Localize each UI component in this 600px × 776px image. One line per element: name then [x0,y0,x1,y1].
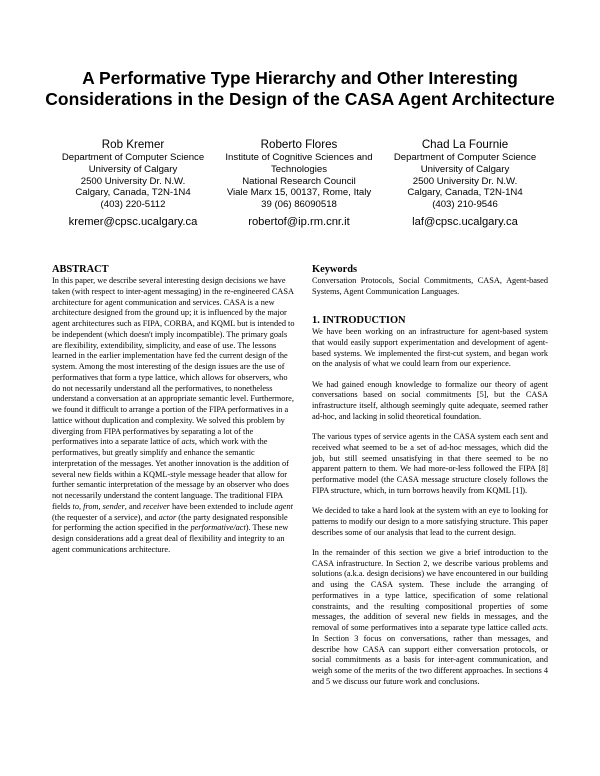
author-3 [385,138,545,229]
author-name: Chad La Fournie [421,138,509,151]
intro-paragraph-2: We had gained enough knowledge to formalize our theory of agent conversations based on social commitments [5], but the CASA infrastructure itself, although seemingly quite adequate, seemed rather ad-hoc, and lacking in solid theoretical foundation. [312,379,548,421]
paper-title: A Performative Type Hierarchy and Other Interesting Considerations in the Design of the CASA Agent Architecture [45,68,555,109]
author-address: 2500 University Dr. N.W. [412,175,518,187]
keywords-text: Conversation Protocols, Social Commitments, CASA, Agent-based Systems, Agent Communication Languages. [312,276,548,296]
intro-paragraph-1: We have been working on an infrastructure for agent-based system that would easily support experimentation and development of agent-based systems. We implemented the first-cut system, and began work on the analysis of what we could learn from our experience. [312,327,548,369]
author-block [55,138,545,229]
author-phone: (403) 220-5112 [100,199,166,211]
author-affiliation: Institute of Cognitive Sciences and Technologies [225,152,373,175]
author-affiliation: National Research Council [242,175,356,187]
author-name: Rob Kremer [101,138,165,151]
author-email: kremer@cpsc.ucalgary.ca [68,215,198,228]
author-affiliation: University of Calgary [420,163,510,175]
keywords-heading: Keywords [312,264,358,275]
intro-paragraph-5: In the remainder of this section we give a brief introduction to the CASA infrastructure. In Section 2, we describe various problems and solutions (a.k.a. design decisions) we have encountered in our building and using the CASA system. These include the arranging of performatives in a type lattice, specification of some relational constraints, and the resulting compositional properties of some messages, the addition of several new fields in messages, and the removal of some performatives into a separate type lattice called acts. In Section 3 focus on conversations, rather than messages, and describe how CASA can support either conversation protocols, or social commitments as a basis for inter-agent communication, and weigh some of the merits of the two different approaches. In sections 4 and 5 we discuss our future work and conclusions. [312,547,548,686]
author-phone: 39 (06) 86090518 [261,199,337,211]
author-address: Viale Marx 15, 00137, Rome, Italy [226,187,372,199]
left-column [52,263,296,556]
author-1 [53,138,213,229]
author-email: laf@cpsc.ucalgary.ca [412,215,518,228]
intro-paragraph-4: We decided to take a hard look at the system with an eye to looking for patterns to modify our design to a more satisfying structure. This paper describes some of our analysis that lead to the current design. [312,506,548,537]
right-column [312,263,548,697]
author-name: Roberto Flores [260,138,338,151]
author-email: robertof@ip.rm.cnr.it [248,215,350,228]
author-address: Calgary, Canada, T2N-1N4 [407,187,523,199]
introduction-heading: 1. INTRODUCTION [312,315,406,326]
abstract-text: In this paper, we describe several interesting design decisions we have taken (with respect to inter-agent messaging) in the re-engineered CASA architecture for agent communication and services. CASA is a new architecture designed from the ground up; it is influenced by the major agent architectures such as FIPA, CORBA, and KQML but is intended to be independent (which doesn't imply incompatible). The primary goals are flexibility, extendibility, simplicity, and ease of use. The lessons learned in the earlier implementation have fed the current design of the system. Among the most interesting of the design issues are the use of performatives that form a type lattice, which allows for observers, who do not necessarily understand all the performatives, to nonetheless understand a conversation at an appropriate semantic level. Furthermore, we found it difficult to arrange a portion of the FIPA performatives in a lattice without duplication and complexity. We solved this problem by diverging from FIPA performatives by separating a lot of the performatives into a separate lattice of acts, which work with the performatives, but greatly simplify and enhance the semantic interpretation of the messages. Yet another innovation is the addition of several new fields within a KQML-style message header that allow for further semantic interpretation of the message by an observer who does not necessarily understand the content language. The traditional FIPA fields to, from, sender, and receiver have been extended to include agent (the requester of a service), and actor (the party designated responsible for performing the action specified in the performative/act). These new design considerations add a great deal of flexibility and integrity to an agent communications architecture. [52,276,295,554]
author-address: Calgary, Canada, T2N-1N4 [75,187,191,199]
author-2 [216,138,382,229]
abstract-heading: ABSTRACT [52,264,109,275]
author-affiliation: Department of Computer Science [61,152,205,163]
author-address: 2500 University Dr. N.W. [80,175,186,187]
author-affiliation: Department of Computer Science [393,152,537,163]
author-affiliation: University of Calgary [88,163,178,175]
author-phone: (403) 210-9546 [432,199,498,211]
intro-paragraph-3: The various types of service agents in the CASA system each sent and received what seemed to be a set of ad-hoc messages, which did the job, but still seemed unsatisfying in that there seemed to be no apparent pattern to them. We had more-or-less followed the FIPA [8] performative model (the CASA message structure closely follows the FIPA structure, which, in turn borrows heavily from KQML [1]). [312,432,548,495]
